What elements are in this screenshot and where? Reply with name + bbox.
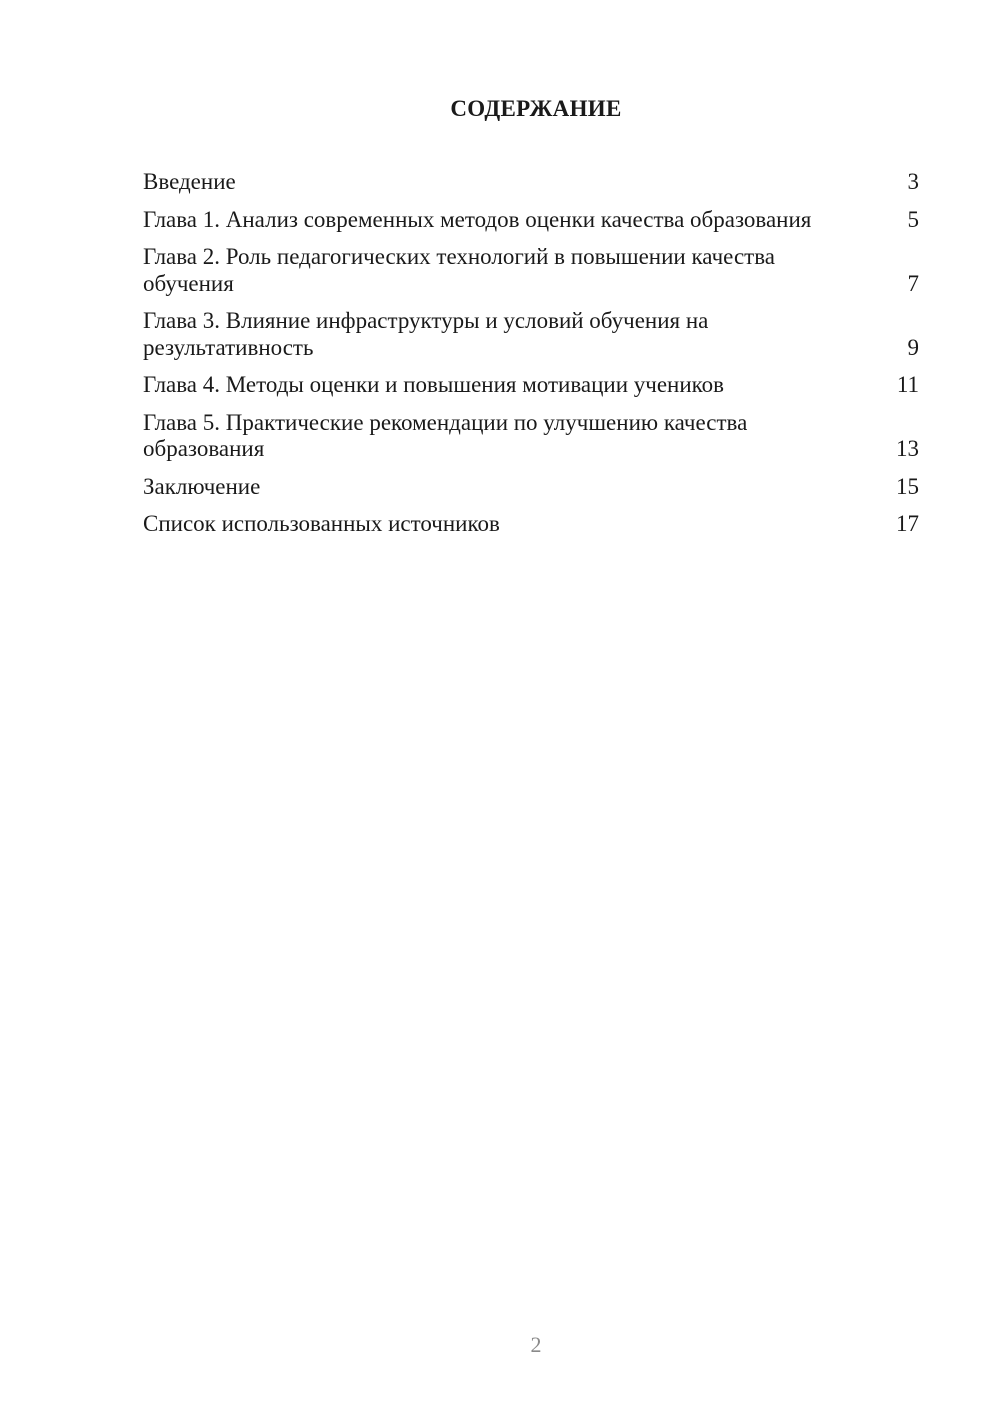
toc-entry-text: Глава 2. Роль педагогических технологий в повышении качества обучения xyxy=(143,244,775,296)
toc-entry-conclusion xyxy=(143,474,919,501)
toc-entry-text: Глава 5. Практические рекомендации по улучшению качества образования xyxy=(143,409,748,461)
toc-entry-introduction xyxy=(143,169,919,196)
toc-entry-text: Заключение xyxy=(143,473,261,499)
page-number: 2 xyxy=(530,1332,542,1357)
toc-entry-page: 15 xyxy=(896,473,919,499)
toc-entry-page: 5 xyxy=(907,206,919,232)
table-of-contents xyxy=(143,169,919,549)
toc-entry-text: Глава 1. Анализ современных методов оценки качества образования xyxy=(143,206,812,232)
toc-entry-text: Глава 3. Влияние инфраструктуры и условий обучения на результативность xyxy=(143,308,709,360)
toc-entry-page: 11 xyxy=(896,372,919,397)
toc-entry-page: 7 xyxy=(907,270,919,296)
toc-entry-text: Введение xyxy=(143,169,236,194)
toc-entry-text: Глава 4. Методы оценки и повышения мотивации учеников xyxy=(143,372,725,397)
toc-entry-page: 9 xyxy=(907,334,919,360)
toc-entry-chapter-5 xyxy=(143,410,919,463)
page-title: СОДЕРЖАНИЕ xyxy=(450,96,622,121)
toc-entry-chapter-2 xyxy=(143,244,919,297)
toc-entry-chapter-3 xyxy=(143,308,919,361)
toc-entry-page: 3 xyxy=(907,169,919,194)
toc-entry-chapter-1 xyxy=(143,207,919,234)
toc-entry-page: 17 xyxy=(896,511,919,536)
toc-entry-text: Список использованных источников xyxy=(143,511,500,536)
toc-entry-page: 13 xyxy=(896,436,919,461)
toc-entry-chapter-4 xyxy=(143,372,919,399)
toc-entry-references xyxy=(143,511,919,538)
